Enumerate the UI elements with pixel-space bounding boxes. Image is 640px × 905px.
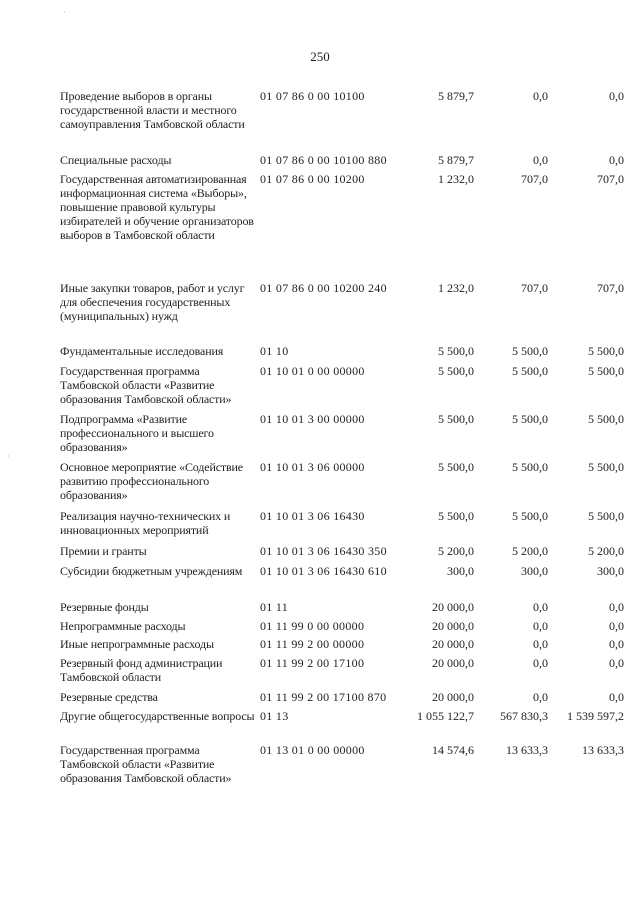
amount-year-3: 5 500,0 xyxy=(588,509,624,523)
classification-code: 01 10 01 3 06 00000 xyxy=(260,460,365,474)
amount-year-3: 0,0 xyxy=(609,690,624,704)
amount-year-3: 0,0 xyxy=(609,600,624,614)
scan-mark: · xyxy=(63,8,66,17)
expense-name: Другие общегосударственные вопросы xyxy=(60,709,255,723)
classification-code: 01 07 86 0 00 10100 880 xyxy=(260,153,387,167)
expense-name: Резервные фонды xyxy=(60,600,149,614)
amount-year-1: 5 879,7 xyxy=(438,153,474,167)
amount-year-2: 5 500,0 xyxy=(512,460,548,474)
classification-code: 01 11 99 2 00 17100 xyxy=(260,656,365,670)
amount-year-1: 5 500,0 xyxy=(438,412,474,426)
classification-code: 01 10 01 3 06 16430 350 xyxy=(260,544,387,558)
classification-code: 01 10 xyxy=(260,344,289,358)
amount-year-2: 5 200,0 xyxy=(512,544,548,558)
expense-name: Государственная автоматизированная информационная система «Выборы», повышение правовой культуры избирателей и обучение организаторов выборов в Тамбовской области xyxy=(60,172,254,242)
classification-code: 01 11 99 2 00 17100 870 xyxy=(260,690,387,704)
classification-code: 01 13 xyxy=(260,709,289,723)
amount-year-3: 0,0 xyxy=(609,153,624,167)
classification-code: 01 10 01 3 00 00000 xyxy=(260,412,365,426)
amount-year-1: 20 000,0 xyxy=(432,656,474,670)
classification-code: 01 13 01 0 00 00000 xyxy=(260,743,365,757)
amount-year-3: 5 500,0 xyxy=(588,460,624,474)
expense-name: Основное мероприятие «Содействие развитию профессионального образования» xyxy=(60,460,243,502)
amount-year-1: 1 055 122,7 xyxy=(417,709,474,723)
amount-year-3: 0,0 xyxy=(609,619,624,633)
classification-code: 01 07 86 0 00 10200 xyxy=(260,172,365,186)
amount-year-3: 1 539 597,2 xyxy=(567,709,624,723)
amount-year-3: 5 500,0 xyxy=(588,364,624,378)
amount-year-3: 5 500,0 xyxy=(588,412,624,426)
amount-year-3: 0,0 xyxy=(609,89,624,103)
expense-name: Фундаментальные исследования xyxy=(60,344,224,358)
amount-year-2: 5 500,0 xyxy=(512,364,548,378)
classification-code: 01 07 86 0 00 10200 240 xyxy=(260,281,387,295)
amount-year-2: 5 500,0 xyxy=(512,412,548,426)
scan-mark: · xyxy=(7,452,10,461)
expense-name: Подпрограмма «Развитие профессионального и высшего образования» xyxy=(60,412,214,454)
amount-year-1: 14 574,6 xyxy=(432,743,474,757)
expense-name: Непрограммные расходы xyxy=(60,619,186,633)
page-number: 250 xyxy=(310,49,330,64)
amount-year-2: 0,0 xyxy=(533,600,548,614)
amount-year-3: 0,0 xyxy=(609,637,624,651)
amount-year-3: 5 500,0 xyxy=(588,344,624,358)
classification-code: 01 11 99 2 00 00000 xyxy=(260,637,365,651)
amount-year-1: 5 500,0 xyxy=(438,460,474,474)
expense-name: Проведение выборов в органы государственной власти и местного самоуправления Тамбовской области xyxy=(60,89,245,131)
amount-year-1: 20 000,0 xyxy=(432,600,474,614)
amount-year-2: 5 500,0 xyxy=(512,344,548,358)
amount-year-1: 5 879,7 xyxy=(438,89,474,103)
amount-year-1: 5 500,0 xyxy=(438,364,474,378)
classification-code: 01 10 01 3 06 16430 xyxy=(260,509,365,523)
expense-name: Государственная программа Тамбовской области «Развитие образования Тамбовской области» xyxy=(60,364,232,406)
classification-code: 01 07 86 0 00 10100 xyxy=(260,89,365,103)
classification-code: 01 11 99 0 00 00000 xyxy=(260,619,365,633)
amount-year-2: 0,0 xyxy=(533,153,548,167)
amount-year-1: 1 232,0 xyxy=(438,281,474,295)
amount-year-3: 707,0 xyxy=(597,281,624,295)
amount-year-2: 0,0 xyxy=(533,656,548,670)
amount-year-1: 5 500,0 xyxy=(438,344,474,358)
amount-year-2: 707,0 xyxy=(521,281,548,295)
amount-year-1: 1 232,0 xyxy=(438,172,474,186)
amount-year-2: 0,0 xyxy=(533,637,548,651)
amount-year-1: 20 000,0 xyxy=(432,637,474,651)
amount-year-2: 0,0 xyxy=(533,89,548,103)
amount-year-1: 5 200,0 xyxy=(438,544,474,558)
expense-name: Государственная программа Тамбовской области «Развитие образования Тамбовской области» xyxy=(60,743,232,785)
amount-year-2: 707,0 xyxy=(521,172,548,186)
expense-name: Реализация научно-технических и инновационных мероприятий xyxy=(60,509,231,537)
amount-year-2: 567 830,3 xyxy=(500,709,548,723)
amount-year-1: 5 500,0 xyxy=(438,509,474,523)
amount-year-3: 0,0 xyxy=(609,656,624,670)
classification-code: 01 10 01 3 06 16430 610 xyxy=(260,564,387,578)
classification-code: 01 11 xyxy=(260,600,289,614)
amount-year-3: 13 633,3 xyxy=(582,743,624,757)
amount-year-3: 707,0 xyxy=(597,172,624,186)
expense-name: Иные закупки товаров, работ и услуг для обеспечения государственных (муниципальных) нужд xyxy=(60,281,245,323)
expense-name: Иные непрограммные расходы xyxy=(60,637,214,651)
expense-name: Премии и гранты xyxy=(60,544,147,558)
amount-year-1: 20 000,0 xyxy=(432,690,474,704)
classification-code: 01 10 01 0 00 00000 xyxy=(260,364,365,378)
amount-year-3: 300,0 xyxy=(597,564,624,578)
amount-year-2: 13 633,3 xyxy=(506,743,548,757)
amount-year-2: 300,0 xyxy=(521,564,548,578)
amount-year-3: 5 200,0 xyxy=(588,544,624,558)
amount-year-2: 0,0 xyxy=(533,690,548,704)
expense-name: Резервный фонд администрации Тамбовской области xyxy=(60,656,223,684)
amount-year-1: 20 000,0 xyxy=(432,619,474,633)
expense-name: Субсидии бюджетным учреждениям xyxy=(60,564,243,578)
expense-name: Специальные расходы xyxy=(60,153,172,167)
amount-year-2: 5 500,0 xyxy=(512,509,548,523)
amount-year-1: 300,0 xyxy=(447,564,474,578)
amount-year-2: 0,0 xyxy=(533,619,548,633)
expense-name: Резервные средства xyxy=(60,690,158,704)
